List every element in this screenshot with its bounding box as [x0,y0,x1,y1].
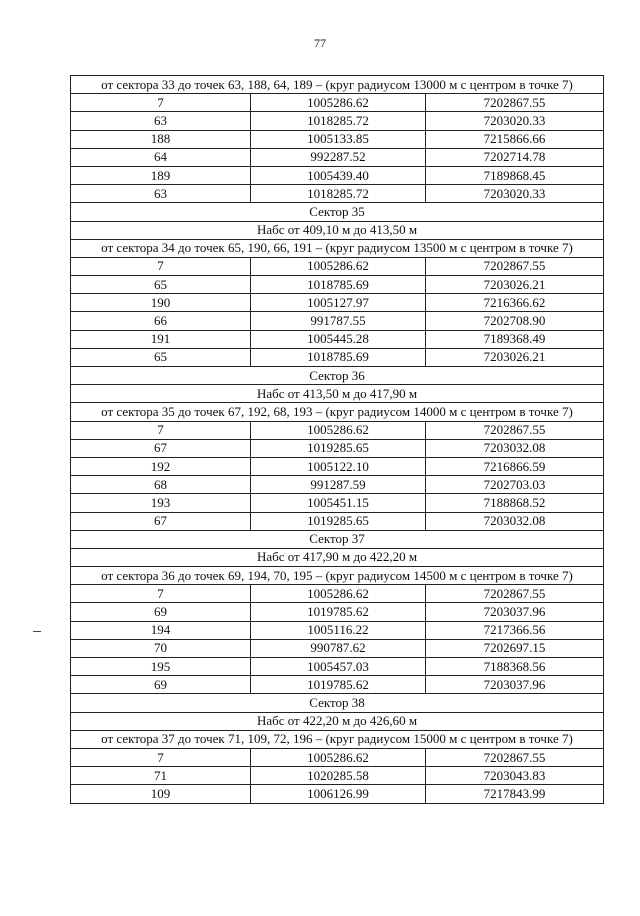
x-coordinate-cell: 992287.52 [251,148,426,166]
point-number-cell: 195 [71,658,251,676]
table-row [71,658,604,676]
sector-header-cell: Набс от 417,90 м до 422,20 м [71,548,604,566]
sector-header-cell: Набс от 422,20 м до 426,60 м [71,712,604,730]
table-row [71,112,604,130]
table-row [71,457,604,475]
table-row [71,639,604,657]
point-number-cell: 109 [71,785,251,803]
table-row [71,748,604,766]
table-row [71,621,604,639]
sector-header-cell: Сектор 36 [71,367,604,385]
x-coordinate-cell: 1019285.65 [251,512,426,530]
sector-header-row [71,712,604,730]
table-row [71,439,604,457]
sector-header-row [71,76,604,94]
table-row [71,421,604,439]
y-coordinate-cell: 7217843.99 [426,785,604,803]
y-coordinate-cell: 7203026.21 [426,348,604,366]
x-coordinate-cell: 1005133.85 [251,130,426,148]
sector-header-cell: Сектор 35 [71,203,604,221]
point-number-cell: 65 [71,276,251,294]
point-number-cell: 64 [71,148,251,166]
point-number-cell: 7 [71,421,251,439]
x-coordinate-cell: 1005286.62 [251,94,426,112]
x-coordinate-cell: 1018785.69 [251,348,426,366]
x-coordinate-cell: 1019285.65 [251,439,426,457]
point-number-cell: 63 [71,185,251,203]
y-coordinate-cell: 7189368.49 [426,330,604,348]
table-row [71,585,604,603]
sector-header-row [71,239,604,257]
table-row [71,603,604,621]
point-number-cell: 69 [71,603,251,621]
point-number-cell: 70 [71,639,251,657]
x-coordinate-cell: 1018285.72 [251,112,426,130]
x-coordinate-cell: 1005116.22 [251,621,426,639]
sector-header-cell: Сектор 38 [71,694,604,712]
table-row [71,348,604,366]
y-coordinate-cell: 7202867.55 [426,257,604,275]
y-coordinate-cell: 7203026.21 [426,276,604,294]
sector-header-row [71,385,604,403]
sector-header-cell: от сектора 35 до точек 67, 192, 68, 193 – (круг радиусом 14000 м с центром в точке 7) [71,403,604,421]
coordinates-table-body [71,76,604,804]
sector-header-cell: Набс от 413,50 м до 417,90 м [71,385,604,403]
point-number-cell: 71 [71,767,251,785]
x-coordinate-cell: 1018285.72 [251,185,426,203]
page-number: 77 [314,36,326,50]
y-coordinate-cell: 7203037.96 [426,676,604,694]
y-coordinate-cell: 7202703.03 [426,476,604,494]
table-row [71,676,604,694]
y-coordinate-cell: 7202867.55 [426,748,604,766]
table-row [71,94,604,112]
table-row [71,330,604,348]
point-number-cell: 68 [71,476,251,494]
table-row [71,130,604,148]
y-coordinate-cell: 7216366.62 [426,294,604,312]
sector-header-row [71,221,604,239]
y-coordinate-cell: 7203032.08 [426,439,604,457]
point-number-cell: 193 [71,494,251,512]
point-number-cell: 67 [71,439,251,457]
y-coordinate-cell: 7189868.45 [426,166,604,184]
point-number-cell: 7 [71,94,251,112]
x-coordinate-cell: 1005439.40 [251,166,426,184]
x-coordinate-cell: 1005286.62 [251,748,426,766]
coordinates-table [70,75,604,804]
x-coordinate-cell: 1005286.62 [251,421,426,439]
point-number-cell: 189 [71,166,251,184]
sector-header-row [71,530,604,548]
x-coordinate-cell: 1006126.99 [251,785,426,803]
x-coordinate-cell: 991787.55 [251,312,426,330]
point-number-cell: 191 [71,330,251,348]
sector-header-row [71,367,604,385]
sector-header-row [71,730,604,748]
sector-header-row [71,403,604,421]
sector-header-cell: от сектора 36 до точек 69, 194, 70, 195 – (круг радиусом 14500 м с центром в точке 7) [71,567,604,585]
table-row [71,294,604,312]
x-coordinate-cell: 1005286.62 [251,257,426,275]
table-row [71,257,604,275]
sector-header-row [71,548,604,566]
point-number-cell: 67 [71,512,251,530]
sector-header-cell: от сектора 34 до точек 65, 190, 66, 191 – (круг радиусом 13500 м с центром в точке 7) [71,239,604,257]
sector-header-row [71,567,604,585]
x-coordinate-cell: 1005286.62 [251,585,426,603]
sector-header-cell: Набс от 409,10 м до 413,50 м [71,221,604,239]
table-row [71,276,604,294]
x-coordinate-cell: 1005445.28 [251,330,426,348]
point-number-cell: 188 [71,130,251,148]
x-coordinate-cell: 1005457.03 [251,658,426,676]
y-coordinate-cell: 7202867.55 [426,421,604,439]
y-coordinate-cell: 7202697.15 [426,639,604,657]
table-row [71,166,604,184]
table-row [71,476,604,494]
x-coordinate-cell: 1019785.62 [251,603,426,621]
y-coordinate-cell: 7216866.59 [426,457,604,475]
table-row [71,785,604,803]
sector-header-row [71,694,604,712]
point-number-cell: 7 [71,585,251,603]
point-number-cell: 7 [71,257,251,275]
sector-header-cell: от сектора 37 до точек 71, 109, 72, 196 – (круг радиусом 15000 м с центром в точке 7) [71,730,604,748]
y-coordinate-cell: 7203032.08 [426,512,604,530]
table-row [71,512,604,530]
x-coordinate-cell: 1020285.58 [251,767,426,785]
point-number-cell: 69 [71,676,251,694]
x-coordinate-cell: 990787.62 [251,639,426,657]
sector-header-cell: от сектора 33 до точек 63, 188, 64, 189 – (круг радиусом 13000 м с центром в точке 7) [71,76,604,94]
point-number-cell: 66 [71,312,251,330]
point-number-cell: 63 [71,112,251,130]
y-coordinate-cell: 7203020.33 [426,185,604,203]
y-coordinate-cell: 7202867.55 [426,585,604,603]
y-coordinate-cell: 7188868.52 [426,494,604,512]
point-number-cell: 194 [71,621,251,639]
y-coordinate-cell: 7203020.33 [426,112,604,130]
x-coordinate-cell: 991287.59 [251,476,426,494]
table-row [71,185,604,203]
y-coordinate-cell: 7202714.78 [426,148,604,166]
y-coordinate-cell: 7217366.56 [426,621,604,639]
y-coordinate-cell: 7202708.90 [426,312,604,330]
x-coordinate-cell: 1005122.10 [251,457,426,475]
y-coordinate-cell: 7215866.66 [426,130,604,148]
y-coordinate-cell: 7203037.96 [426,603,604,621]
x-coordinate-cell: 1005127.97 [251,294,426,312]
point-number-cell: 7 [71,748,251,766]
table-row [71,494,604,512]
table-row [71,767,604,785]
table-row [71,148,604,166]
x-coordinate-cell: 1019785.62 [251,676,426,694]
y-coordinate-cell: 7188368.56 [426,658,604,676]
table-row [71,312,604,330]
margin-mark [33,631,41,632]
point-number-cell: 190 [71,294,251,312]
point-number-cell: 192 [71,457,251,475]
x-coordinate-cell: 1005451.15 [251,494,426,512]
y-coordinate-cell: 7202867.55 [426,94,604,112]
x-coordinate-cell: 1018785.69 [251,276,426,294]
sector-header-cell: Сектор 37 [71,530,604,548]
sector-header-row [71,203,604,221]
point-number-cell: 65 [71,348,251,366]
y-coordinate-cell: 7203043.83 [426,767,604,785]
